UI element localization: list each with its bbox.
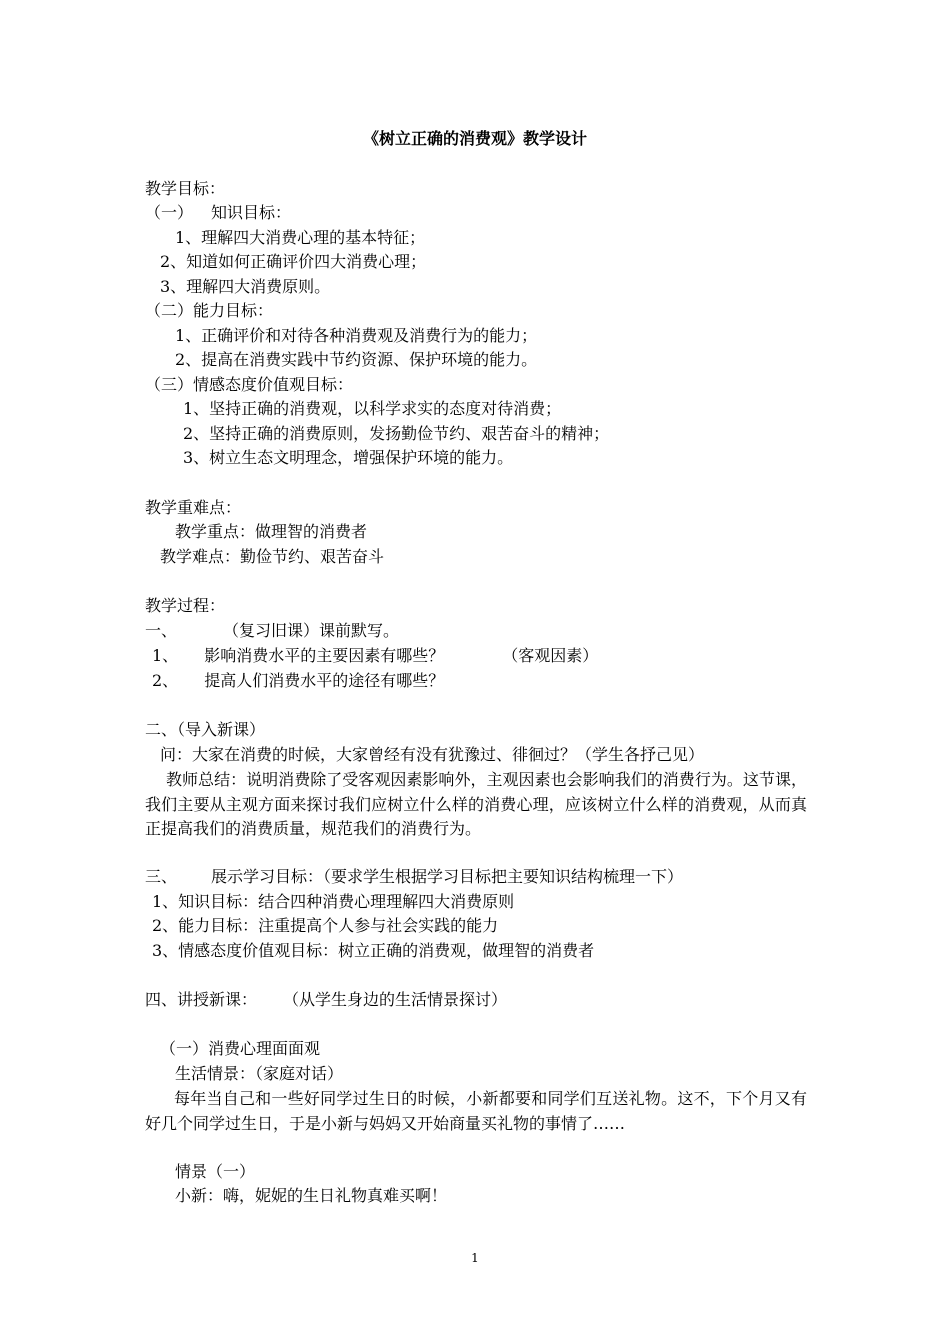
section-1-text: （复习旧课）课前默写。 [223, 621, 400, 640]
emotion-goal-item: 2、坚持正确的消费原则，发扬勤俭节约、艰苦奋斗的精神； [183, 424, 610, 443]
section-4-title: 四、讲授新课： [145, 990, 258, 1009]
review-question-text: 影响消费水平的主要因素有哪些？ [204, 646, 445, 665]
emotion-goal-item: 1、坚持正确的消费观，以科学求实的态度对待消费； [183, 399, 562, 418]
section-3-text: 展示学习目标：（要求学生根据学习目标把主要知识结构梳理一下） [211, 867, 684, 886]
ability-goal-item: 1、正确评价和对待各种消费观及消费行为的能力； [175, 326, 538, 345]
section-3-heading [145, 866, 683, 888]
process-heading: 教学过程： [145, 596, 226, 615]
section-2-summary: 教师总结：说明消费除了受客观因素影响外，主观因素也会影响我们的消费行为。这节课，我们主要从主观方面来探讨我们应树立什么样的消费心理，应该树立什么样的消费观，从而真正提高我们的消费质量，规范我们的消费行为。 [145, 770, 807, 838]
review-question-note: （客观因素） [502, 646, 599, 665]
knowledge-goal-item: 3、理解四大消费原则。 [160, 277, 331, 296]
emotion-goal-item: 3、树立生态文明理念，增强保护环境的能力。 [183, 448, 514, 467]
section-1-heading [145, 620, 399, 642]
keypoints-heading: 教学重难点： [145, 498, 242, 517]
knowledge-goal-item: 1、理解四大消费心理的基本特征； [175, 228, 426, 247]
knowledge-goal-label: （一） [145, 203, 194, 222]
learning-goal-item: 3、情感态度价值观目标：树立正确的消费观，做理智的消费者 [152, 941, 595, 960]
review-question-1 [152, 645, 598, 667]
teaching-focus: 教学重点：做理智的消费者 [175, 522, 368, 541]
page-number: 1 [471, 1251, 479, 1265]
section-2-question: 问：大家在消费的时候，大家曾经有没有犹豫过、徘徊过？（学生各抒己见） [160, 745, 705, 764]
section-4-note: （从学生身边的生活情景探讨） [283, 990, 508, 1009]
dialog-line: 小新：嗨，妮妮的生日礼物真难买啊！ [175, 1186, 448, 1205]
section-3-number: 三、 [145, 867, 178, 886]
section-4-heading [145, 989, 507, 1011]
ability-goal-item: 2、提高在消费实践中节约资源、保护环境的能力。 [175, 350, 538, 369]
ability-goal-heading: （二）能力目标： [145, 301, 274, 320]
review-question-number: 1、 [152, 646, 179, 665]
goals-heading: 教学目标： [145, 179, 226, 198]
teaching-difficulty: 教学难点：勤俭节约、艰苦奋斗 [160, 547, 385, 566]
knowledge-goal-title: 知识目标： [211, 203, 292, 222]
subsection-heading: （一）消费心理面面观 [160, 1039, 321, 1058]
knowledge-goal-item: 2、知道如何正确评价四大消费心理； [160, 252, 427, 271]
review-question-text: 提高人们消费水平的途径有哪些？ [204, 671, 445, 690]
review-question-2 [152, 670, 444, 692]
scene-heading: 生活情景：（家庭对话） [175, 1064, 344, 1083]
learning-goal-item: 2、能力目标：注重提高个人参与社会实践的能力 [152, 916, 499, 935]
section-2-heading: 二、（导入新课） [145, 720, 266, 739]
review-question-number: 2、 [152, 671, 179, 690]
section-1-number: 一、 [145, 621, 178, 640]
document-title: 《树立正确的消费观》教学设计 [362, 129, 587, 148]
learning-goal-item: 1、知识目标：结合四种消费心理理解四大消费原则 [152, 892, 515, 911]
scene-label: 情景（一） [175, 1162, 256, 1181]
emotion-goal-heading: （三）情感态度价值观目标： [145, 375, 354, 394]
scene-story: 每年当自己和一些好同学过生日的时候，小新都要和同学们互送礼物。这不，下个月又有好几个同学过生日，于是小新与妈妈又开始商量买礼物的事情了…… [145, 1089, 807, 1133]
knowledge-goal-heading [145, 202, 291, 224]
